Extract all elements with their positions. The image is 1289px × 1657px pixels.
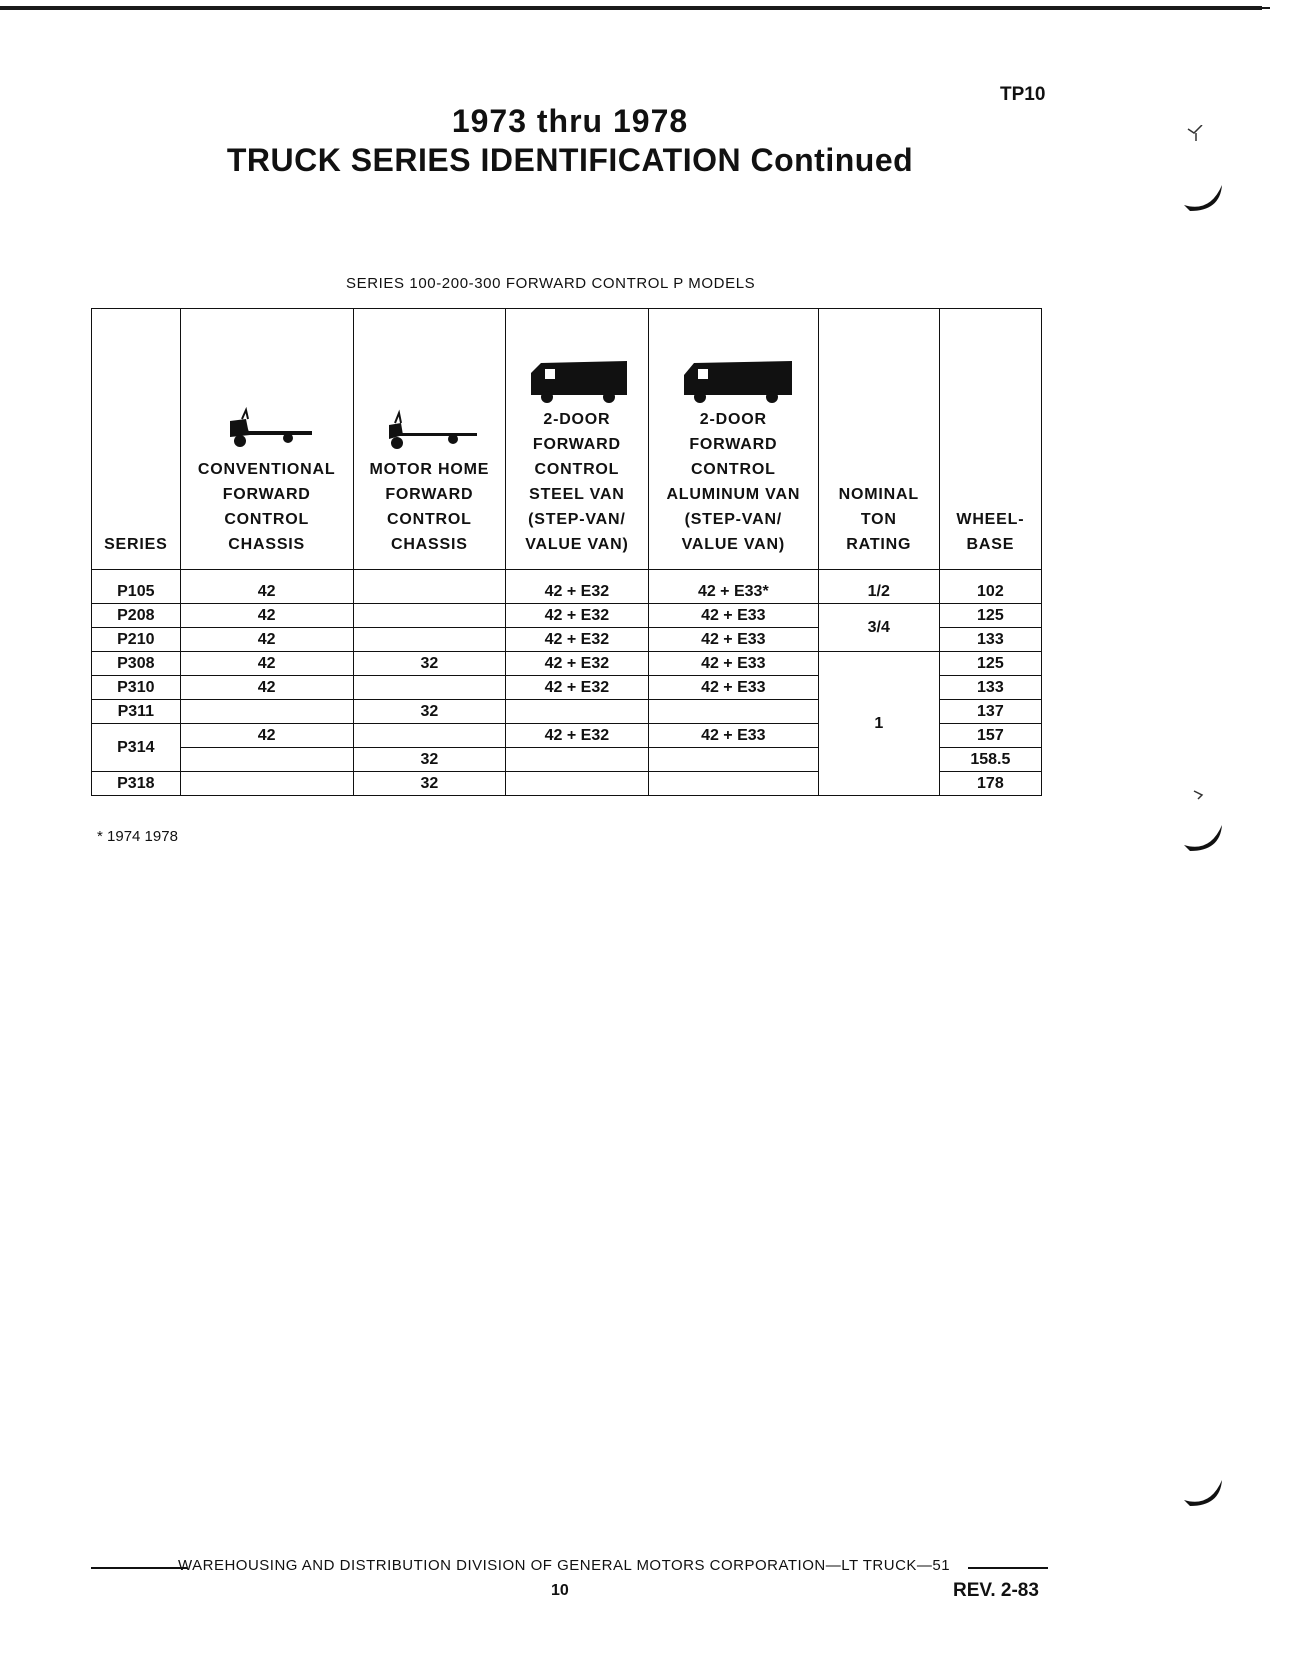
cell-series: P318 [92,772,181,796]
cell-wheelbase: 133 [939,676,1041,700]
mh-h2: FORWARD [385,486,474,503]
cell-aluminum-van: 42 + E33 [648,724,818,748]
header-motor-home [353,309,505,570]
cell-wheelbase: 125 [939,604,1041,628]
cell-steel-van: 42 + E32 [505,628,648,652]
alum-h6: VALUE VAN) [681,536,786,553]
cell-ton-rating: 1 [818,652,939,796]
cell-series: P208 [92,604,181,628]
cell-conventional: 42 [180,628,353,652]
cell-motor-home: 32 [353,652,505,676]
table-header-row [92,309,1042,570]
cell-ton-rating: 1/2 [818,570,939,604]
cell-series: P105 [92,570,181,604]
ton-h3: RATING [846,536,912,553]
step-van-icon [525,355,629,405]
steel-h5: (STEP-VAN/ [528,511,626,528]
ton-h1: NOMINAL [838,486,919,503]
alum-h2: FORWARD [689,436,778,453]
cell-motor-home [353,676,505,700]
mh-h4: CHASSIS [390,536,468,553]
table-caption: SERIES 100-200-300 FORWARD CONTROL P MODELS [346,275,756,292]
cell-aluminum-van [648,700,818,724]
mh-h3: CONTROL [386,511,472,528]
header-aluminum-van [648,309,818,570]
cell-aluminum-van: 42 + E33 [648,628,818,652]
cell-series: P311 [92,700,181,724]
page-title: TRUCK SERIES IDENTIFICATION Continued [226,142,914,178]
header-series-label: SERIES [104,536,168,553]
cell-motor-home [353,724,505,748]
series-identification-table [91,308,1042,796]
table-row [92,604,1042,628]
table-row [92,570,1042,604]
chassis-cab-icon [222,405,312,455]
cell-ton-rating: 3/4 [818,604,939,652]
revision-label: REV. 2-83 [953,1580,1039,1601]
alum-h5: (STEP-VAN/ [684,511,783,528]
header-conventional [180,309,353,570]
steel-h6: VALUE VAN) [525,536,629,553]
alum-h1: 2-DOOR [699,411,767,428]
cell-wheelbase: 158.5 [939,748,1041,772]
header-series [92,309,181,570]
cell-steel-van: 42 + E32 [505,604,648,628]
cell-conventional [180,700,353,724]
page-number: 10 [551,1582,569,1599]
cell-steel-van [505,748,648,772]
cell-series: P210 [92,628,181,652]
cell-motor-home [353,604,505,628]
cell-wheelbase: 178 [939,772,1041,796]
binder-ring-mark-icon [1180,1440,1230,1520]
cell-wheelbase: 102 [939,570,1041,604]
top-rule [0,6,1262,10]
steel-h1: 2-DOOR [543,411,611,428]
cell-motor-home: 32 [353,772,505,796]
steel-h3: CONTROL [534,461,620,478]
cell-steel-van [505,772,648,796]
wb-h1: WHEEL- [956,511,1025,528]
cell-aluminum-van [648,748,818,772]
cell-conventional: 42 [180,604,353,628]
cell-steel-van [505,700,648,724]
binder-ring-mark-icon [1180,125,1230,225]
conv-h4: CHASSIS [228,536,306,553]
header-steel-van [505,309,648,570]
cell-aluminum-van: 42 + E33 [648,604,818,628]
cell-aluminum-van: 42 + E33* [648,570,818,604]
footer-rule-left [91,1567,187,1569]
cell-aluminum-van: 42 + E33 [648,676,818,700]
cell-wheelbase: 157 [939,724,1041,748]
page-code: TP10 [1000,84,1046,105]
footer-rule-right [968,1567,1048,1569]
cell-wheelbase: 133 [939,628,1041,652]
cell-conventional: 42 [180,570,353,604]
cell-motor-home: 32 [353,748,505,772]
footnote: * 1974 1978 [97,828,178,845]
alum-h3: CONTROL [690,461,776,478]
cell-conventional: 42 [180,724,353,748]
cell-motor-home [353,570,505,604]
header-ton-rating [818,309,939,570]
cell-motor-home: 32 [353,700,505,724]
cell-aluminum-van [648,772,818,796]
conv-h2: FORWARD [222,486,311,503]
cell-series: P308 [92,652,181,676]
steel-h4: STEEL VAN [529,486,625,503]
cell-series: P310 [92,676,181,700]
cell-aluminum-van: 42 + E33 [648,652,818,676]
header-wheelbase [939,309,1041,570]
footer-text: WAREHOUSING AND DISTRIBUTION DIVISION OF GENERAL MOTORS CORPORATION—LT TRUCK—51 [178,1557,951,1574]
cell-conventional [180,748,353,772]
cell-steel-van: 42 + E32 [505,652,648,676]
cell-series: P314 [92,724,181,772]
mh-h1: MOTOR HOME [369,461,490,478]
cell-wheelbase: 137 [939,700,1041,724]
page-title-years: 1973 thru 1978 [451,103,689,139]
conv-h3: CONTROL [224,511,310,528]
cell-conventional [180,772,353,796]
top-rule-tail [1240,7,1270,9]
cell-motor-home [353,628,505,652]
cell-steel-van: 42 + E32 [505,676,648,700]
wb-h2: BASE [966,536,1015,553]
step-van-icon [668,355,798,405]
ton-h2: TON [860,511,897,528]
cell-steel-van: 42 + E32 [505,570,648,604]
motor-home-chassis-icon [381,405,477,455]
binder-ring-mark-icon [1180,785,1230,865]
alum-h4: ALUMINUM VAN [666,486,801,503]
cell-conventional: 42 [180,652,353,676]
steel-h2: FORWARD [532,436,621,453]
cell-steel-van: 42 + E32 [505,724,648,748]
cell-wheelbase: 125 [939,652,1041,676]
table-row [92,652,1042,676]
conv-h1: CONVENTIONAL [197,461,336,478]
cell-conventional: 42 [180,676,353,700]
